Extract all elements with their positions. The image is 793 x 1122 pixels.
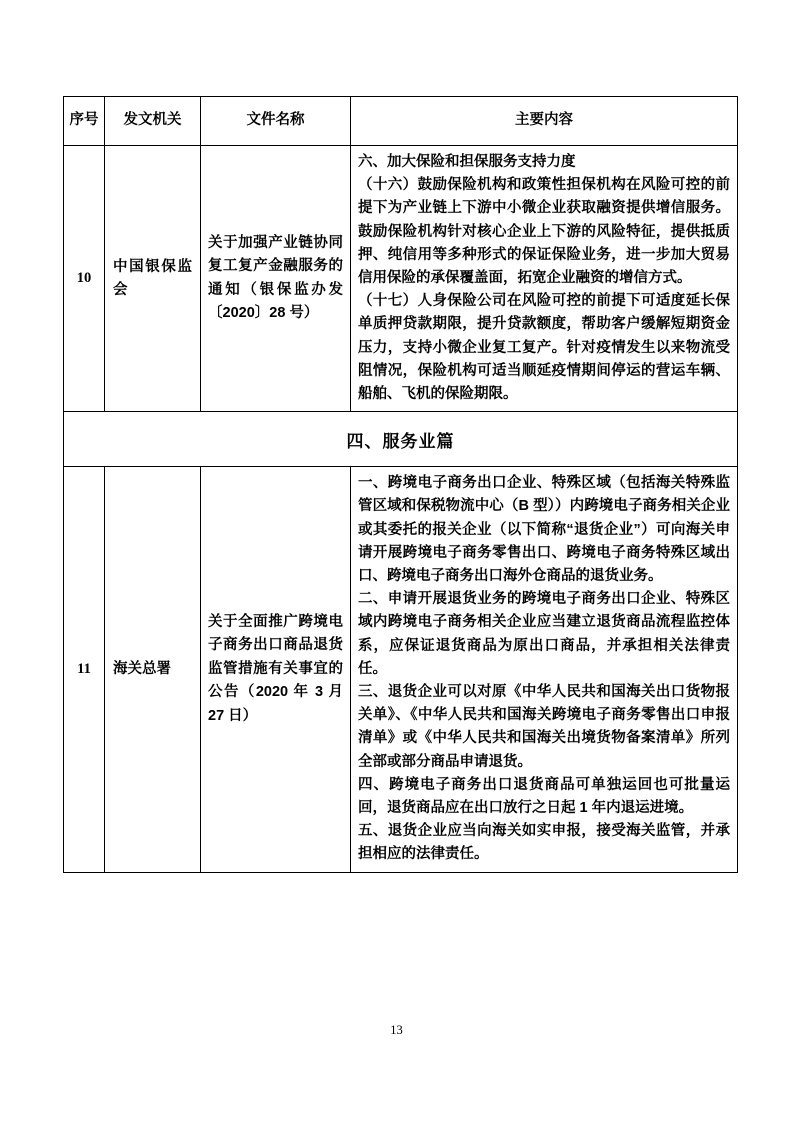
content-paragraph: 一、跨境电子商务出口企业、特殊区域（包括海关特殊监管区域和保税物流中心（B 型））内跨境电子商务相关企业或其委托的报关企业（以下简称“退货企业”）可向海关申请开展跨境电子商务零售出口、跨境电子商务特殊区域出口、跨境电子商务出口海外仓商品的退货业务。 [358,475,730,585]
column-header-doc-name: 文件名称 [201,97,351,146]
main-content-cell [351,146,738,412]
table-row [64,146,738,412]
doc-name-cell: 关于全面推广跨境电子商务出口商品退货监管措施有关事宜的公告（2020 年 3 月 27 日） [201,467,351,872]
content-paragraph: （十七）人身保险公司在风险可控的前提下可适度延长保单质押贷款期限，提升贷款额度，帮助客户缓解短期资金压力，支持小微企业复工复产。针对疫情发生以来物流受阻情况，保险机构可适当顺延疫情期间停运的营运车辆、船舶、飞机的保险期限。 [358,293,730,403]
content-paragraph: 四、跨境电子商务出口退货商品可单独运回也可批量运回，退货商品应在出口放行之日起 1 年内退运进境。 [358,776,730,817]
content-paragraph: （十六）鼓励保险机构和政策性担保机构在风险可控的前提下为产业链上下游中小微企业获取融资提供增信服务。鼓励保险机构针对核心企业上下游的风险特征，提供抵质押、纯信用等多种形式的保证保险业务，进一步加大贸易信用保险的承保覆盖面，拓宽企业融资的增信方式。 [358,177,730,287]
content-paragraph: 二、申请开展退货业务的跨境电子商务出口企业、特殊区域内跨境电子商务相关企业应当建立退货商品流程监控体系，应保证退货商品为原出口商品，并承担相关法律责任。 [358,591,730,677]
content-paragraph: 五、退货企业应当向海关如实申报，接受海关监管，并承担相应的法律责任。 [358,823,730,863]
table-row [64,467,738,872]
doc-name-cell: 关于加强产业链协同复工复产金融服务的通知（银保监办发〔2020〕28 号） [201,146,351,412]
agency-cell: 海关总署 [105,467,201,872]
main-content-cell [351,467,738,872]
row-number-cell: 10 [64,146,105,412]
column-header-number: 序号 [64,97,105,146]
content-paragraph: 六、加大保险和担保服务支持力度 [358,154,576,170]
row-number-cell: 11 [64,467,105,872]
content-paragraph: 三、退货企业可以对原《中华人民共和国海关出口货物报关单》、《中华人民共和国海关跨境电子商务零售出口申报清单》或《中华人民共和国海关出境货物备案清单》所列全部或部分商品申请退货。 [358,684,730,770]
column-header-main-content: 主要内容 [351,97,738,146]
page-number: 13 [390,1023,403,1037]
policy-table [63,96,738,873]
section-header-label: 四、服务业篇 [64,412,738,467]
table-header-row [64,97,738,146]
agency-cell: 中国银保监会 [105,146,201,412]
section-header-row [64,412,738,467]
column-header-agency: 发文机关 [105,97,201,146]
